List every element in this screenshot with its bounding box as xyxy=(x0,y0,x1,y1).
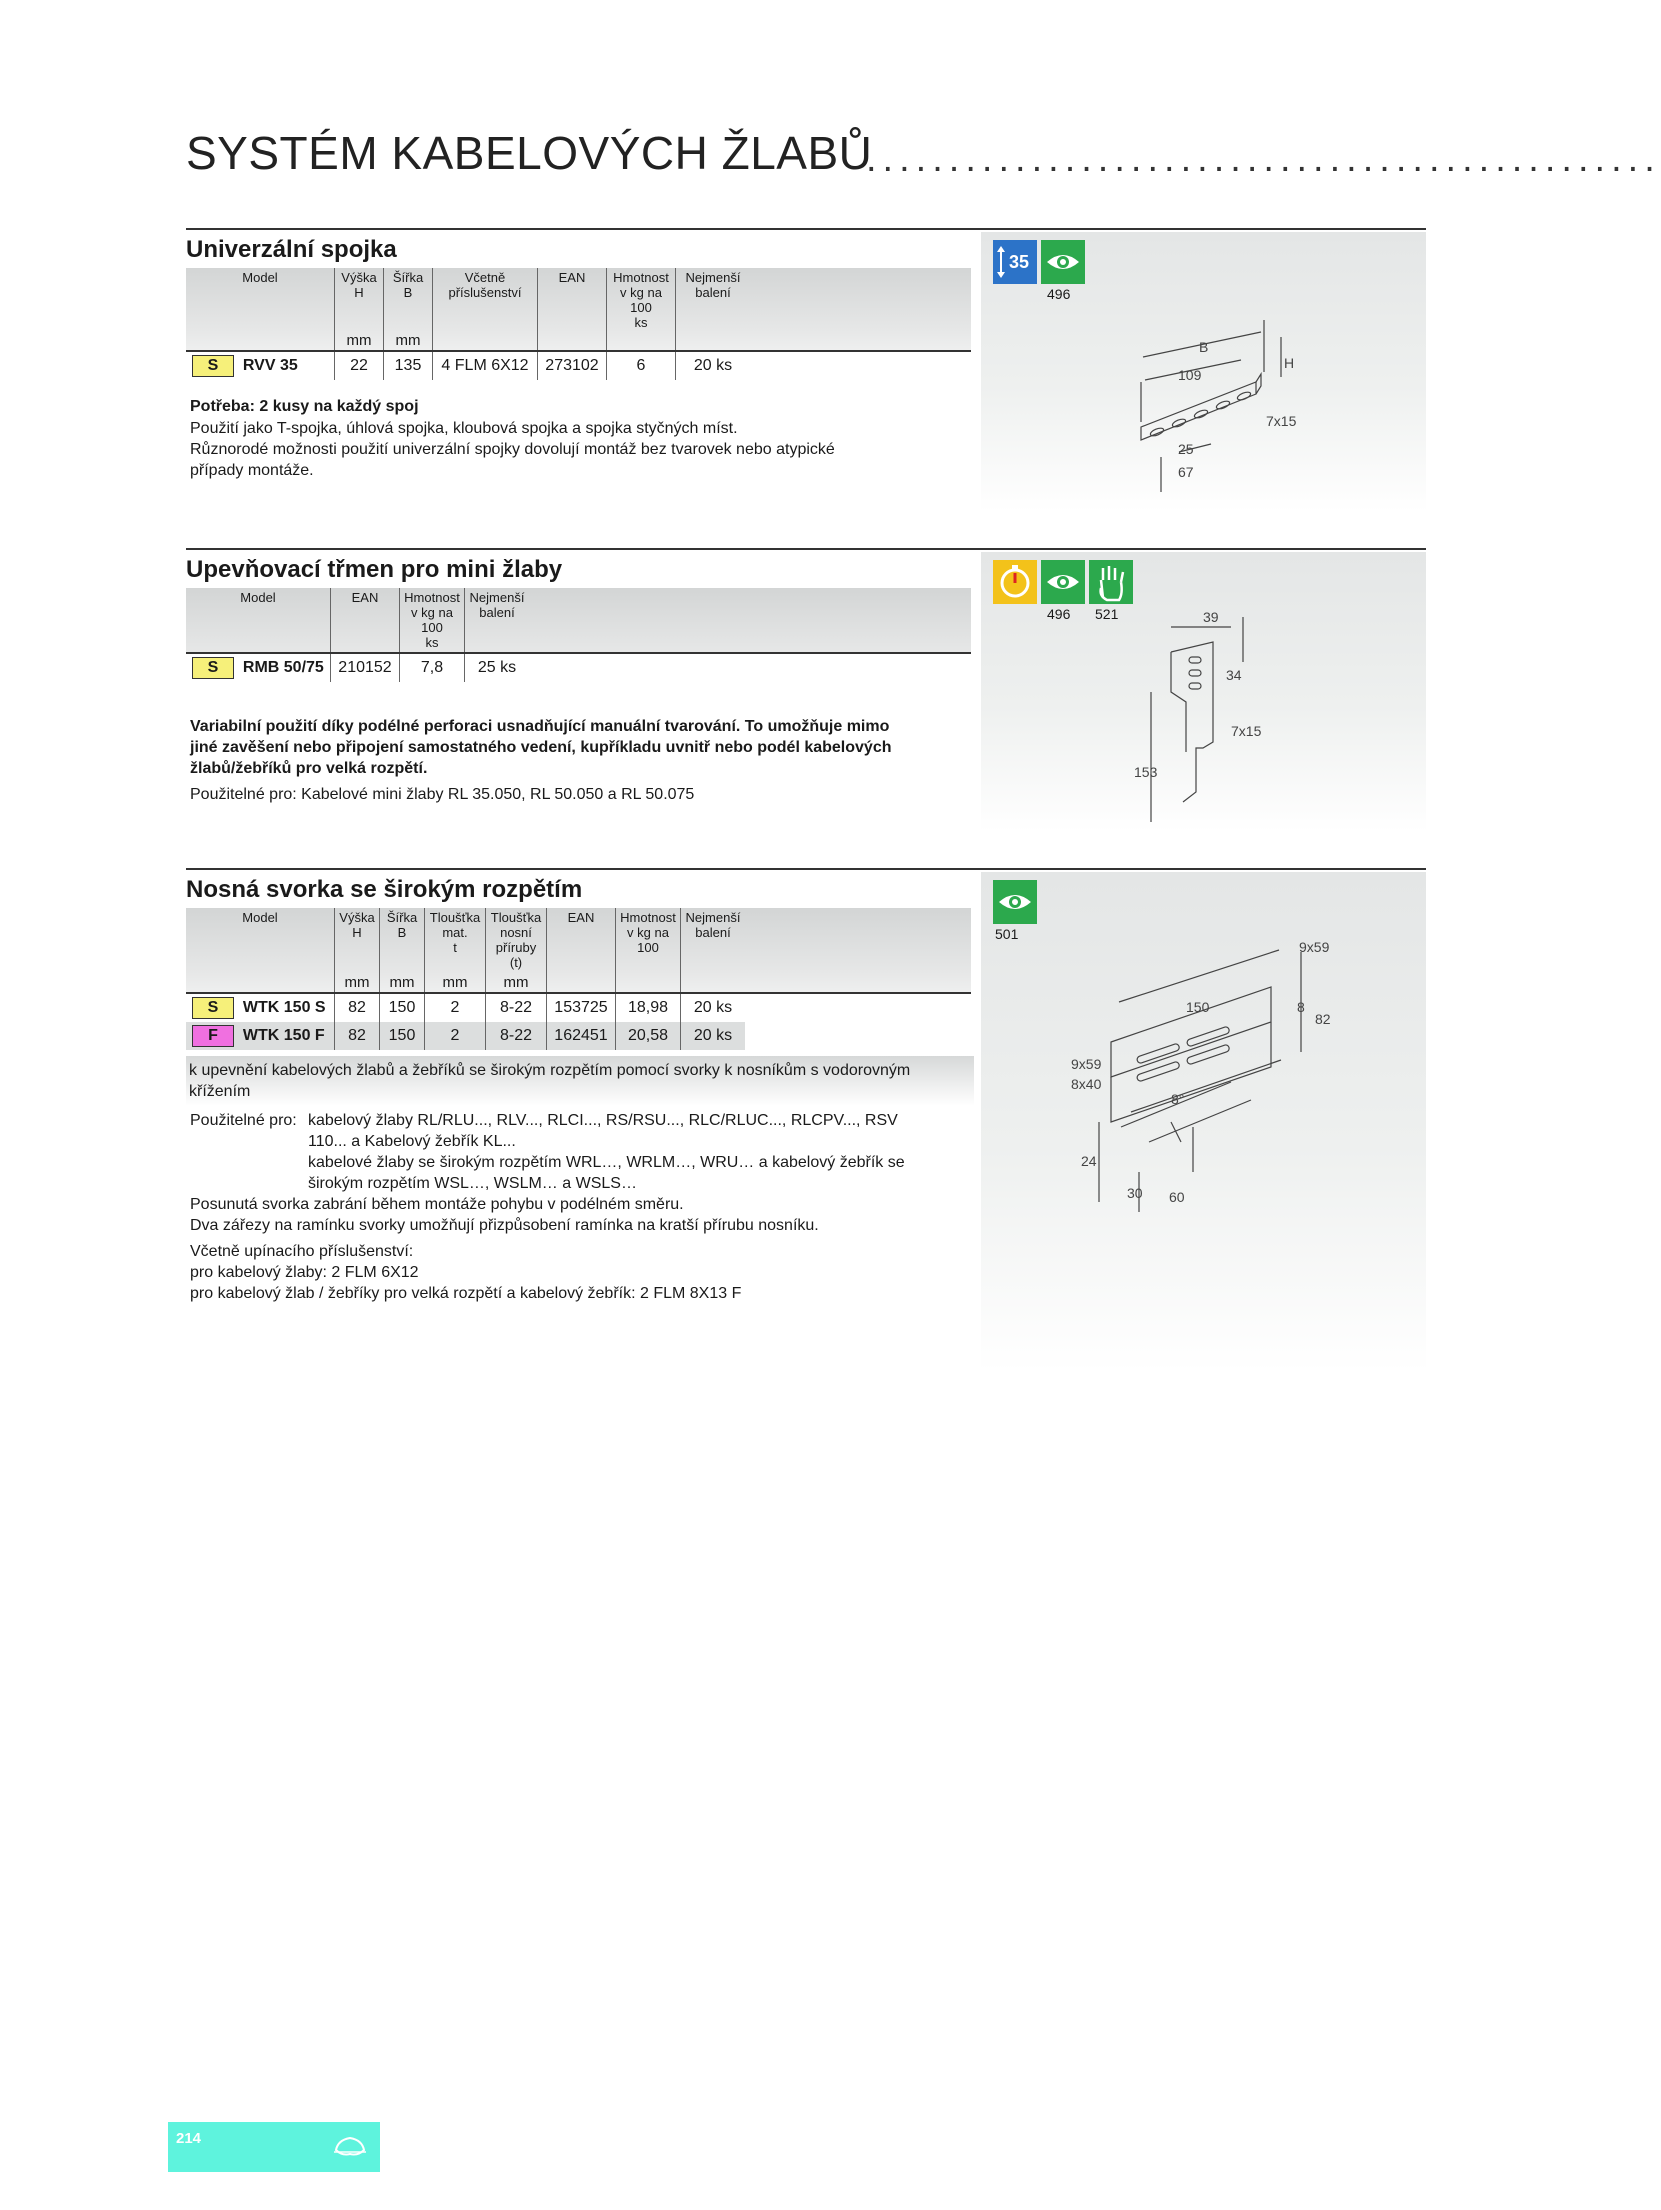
description-line: jiné zavěšení nebo připojení samostatného vedení, kupříkladu uvnitř nebo podél kabelových xyxy=(190,739,892,756)
usable-label: Použitelné pro: xyxy=(190,1112,297,1129)
cell-ean: 273102 xyxy=(538,352,607,380)
coupler-drawing xyxy=(981,232,1426,512)
title-dot-leader: ................................................ xyxy=(866,138,1661,180)
col-weight-3: 100 xyxy=(630,300,652,315)
col-model: Model xyxy=(242,270,278,285)
col-thickness-3: t xyxy=(453,940,457,955)
cell-weight: 20,58 xyxy=(616,1022,681,1050)
col-packing: Nejmenší xyxy=(685,910,741,925)
cell-ean: 162451 xyxy=(547,1022,616,1050)
col-width: Šířka xyxy=(386,910,418,925)
col-width-symbol: B xyxy=(403,285,413,300)
unit-mm: mm xyxy=(486,972,547,993)
dim-30: 30 xyxy=(1127,1185,1143,1201)
col-width: Šířka xyxy=(392,270,424,285)
col-weight-3: 100 xyxy=(637,940,659,955)
col-height-symbol: H xyxy=(352,925,362,940)
usable-for: Použitelné pro: Kabelové mini žlaby RL 35.050, RL 50.050 a RL 50.075 xyxy=(190,786,695,803)
dim-angle: 8° xyxy=(1171,1091,1185,1107)
section-title: Upevňovací třmen pro mini žlaby xyxy=(186,556,563,583)
cell-ean: 153725 xyxy=(547,994,616,1022)
page-number-tab xyxy=(168,2122,380,2172)
usable-line: kabelový žlaby RL/RLU..., RLV..., RLCI..., RS/RSU..., RLC/RLUC..., RLCPV..., RSV xyxy=(308,1112,898,1129)
section-universal-coupler xyxy=(186,228,1426,518)
table-row xyxy=(186,994,971,1022)
col-weight: Hmotnost xyxy=(613,270,669,285)
dim-34: 34 xyxy=(1226,667,1242,683)
note-line: Posunutá svorka zabrání během montáže pohybu v podélném směru. xyxy=(190,1196,684,1213)
cell-packing: 20 ks xyxy=(681,994,746,1022)
unit-mm: mm xyxy=(335,330,384,351)
dim-h: H xyxy=(1284,355,1295,371)
col-model: Model xyxy=(242,910,278,925)
icon-number: 496 xyxy=(1047,606,1071,622)
clamp-drawing xyxy=(981,872,1426,1372)
cell-height: 22 xyxy=(335,352,384,380)
col-flange-4: (t) xyxy=(509,955,523,970)
col-accessories-2: příslušenství xyxy=(448,285,522,300)
col-packing-2: balení xyxy=(479,605,515,620)
col-weight-4: ks xyxy=(425,635,439,650)
col-model: Model xyxy=(240,590,276,605)
unit-mm: mm xyxy=(384,330,433,351)
cell-ean: 210152 xyxy=(331,654,400,682)
col-thickness: Tloušťka xyxy=(429,910,481,925)
dim-109: 109 xyxy=(1178,367,1202,383)
dim-39: 39 xyxy=(1203,609,1219,625)
unit-mm: mm xyxy=(380,972,425,993)
section-mini-tray-bracket xyxy=(186,548,1426,838)
cell-packing: 20 ks xyxy=(676,352,751,380)
section-rule xyxy=(186,548,1426,550)
col-packing-2: balení xyxy=(695,925,731,940)
description-line: Variabilní použití díky podélné perforaci usnadňující manuální tvarování. To umožňuje mimo xyxy=(190,718,890,735)
cell-packing: 20 ks xyxy=(681,1022,746,1050)
dim-slot: 7x15 xyxy=(1266,413,1297,429)
description-line: případy montáže. xyxy=(190,462,314,479)
dim-67: 67 xyxy=(1178,464,1194,480)
col-ean: EAN xyxy=(558,270,586,285)
dim-b: B xyxy=(1199,339,1209,355)
accessories-line: Včetně upínacího příslušenství: xyxy=(190,1243,414,1260)
requirement-note: Potřeba: 2 kusy na každý spoj xyxy=(190,398,419,415)
usable-line: 110... a Kabelový žebřík KL... xyxy=(308,1133,516,1150)
usable-line: širokým rozpětím WSL…, WSLM… a WSLS… xyxy=(308,1175,637,1192)
cell-width: 135 xyxy=(384,352,433,380)
col-height-symbol: H xyxy=(354,285,364,300)
dim-24: 24 xyxy=(1081,1153,1097,1169)
cable-tray-icon xyxy=(330,2132,370,2162)
accessories-line: pro kabelový žlab / žebříky pro velká rozpětí a kabelový žebřík: 2 FLM 8X13 F xyxy=(190,1285,742,1302)
col-packing-2: balení xyxy=(695,285,731,300)
cell-flange: 8-22 xyxy=(486,1022,547,1050)
col-height: Výška xyxy=(341,270,377,285)
dim-82: 82 xyxy=(1315,1011,1331,1027)
model-name: WTK 150 F xyxy=(242,1027,325,1044)
page-title: SYSTÉM KABELOVÝCH ŽLABŮ xyxy=(186,127,873,179)
col-ean: EAN xyxy=(567,910,595,925)
cell-weight: 18,98 xyxy=(616,994,681,1022)
icon-number: 501 xyxy=(995,926,1019,942)
figure-panel xyxy=(981,872,1426,1372)
dim-slot-3: 8x40 xyxy=(1071,1076,1102,1092)
table-row xyxy=(186,654,971,682)
type-badge: F xyxy=(192,1025,234,1047)
description-line: Různorodé možnosti použití univerzální spojky dovolují montáž bez tvarovek nebo atypické xyxy=(190,441,835,458)
dim-8: 8 xyxy=(1297,999,1305,1015)
icon-number: 521 xyxy=(1095,606,1119,622)
col-weight-2: v kg na xyxy=(627,925,669,940)
col-packing: Nejmenší xyxy=(685,270,741,285)
icon-35-label: 35 xyxy=(1009,252,1030,272)
section-rule xyxy=(186,868,1426,870)
type-badge: S xyxy=(192,355,234,377)
col-width-symbol: B xyxy=(397,925,407,940)
page-number: 214 xyxy=(176,2130,202,2147)
usable-line: kabelové žlaby se širokým rozpětím WRL…, WRLM…, WRU… a kabelový žebřík se xyxy=(308,1154,905,1171)
model-name: RVV 35 xyxy=(242,357,298,374)
cell-thickness: 2 xyxy=(425,994,486,1022)
spec-table xyxy=(186,908,971,1050)
dim-153: 153 xyxy=(1134,764,1158,780)
cell-packing: 25 ks xyxy=(465,654,530,682)
dim-25: 25 xyxy=(1178,441,1194,457)
section-wide-span-clamp xyxy=(186,868,1426,1388)
col-flange-3: příruby xyxy=(495,940,537,955)
spec-table xyxy=(186,268,971,380)
section-title: Univerzální spojka xyxy=(186,236,397,263)
col-weight: Hmotnost xyxy=(404,590,460,605)
cell-height: 82 xyxy=(335,1022,380,1050)
type-badge: S xyxy=(192,657,234,679)
col-weight: Hmotnost xyxy=(620,910,676,925)
dim-60: 60 xyxy=(1169,1189,1185,1205)
description-line: Použití jako T-spojka, úhlová spojka, kloubová spojka a spojka styčných míst. xyxy=(190,420,738,437)
dim-slot-2: 9x59 xyxy=(1071,1056,1102,1072)
type-badge: S xyxy=(192,997,234,1019)
bracket-drawing xyxy=(981,552,1426,832)
figure-panel xyxy=(981,552,1426,832)
spec-table xyxy=(186,588,971,682)
table-row xyxy=(186,352,971,380)
cell-width: 150 xyxy=(380,994,425,1022)
table-row xyxy=(186,1022,971,1050)
col-weight-2: v kg na xyxy=(620,285,662,300)
col-flange: Tloušťka xyxy=(490,910,542,925)
unit-mm: mm xyxy=(425,972,486,993)
col-accessories: Včetně xyxy=(464,270,506,285)
figure-panel xyxy=(981,232,1426,512)
cell-height: 82 xyxy=(335,994,380,1022)
col-weight-2: v kg na xyxy=(411,605,453,620)
cell-weight: 7,8 xyxy=(400,654,465,682)
cell-weight: 6 xyxy=(607,352,676,380)
dim-slot-1: 9x59 xyxy=(1299,939,1330,955)
col-weight-3: 100 xyxy=(421,620,443,635)
cell-flange: 8-22 xyxy=(486,994,547,1022)
col-thickness-2: mat. xyxy=(442,925,468,940)
col-packing: Nejmenší xyxy=(469,590,525,605)
icon-number: 496 xyxy=(1047,286,1071,302)
col-ean: EAN xyxy=(351,590,379,605)
model-name: WTK 150 S xyxy=(242,999,326,1016)
section-rule xyxy=(186,228,1426,230)
cell-accessories: 4 FLM 6X12 xyxy=(433,352,538,380)
unit-mm: mm xyxy=(335,972,380,993)
model-name: RMB 50/75 xyxy=(242,659,324,676)
col-weight-4: ks xyxy=(634,315,648,330)
dim-slot: 7x15 xyxy=(1231,723,1262,739)
description-line: žlabů/žebříků pro velká rozpětí. xyxy=(190,760,428,777)
description-box: k upevnění kabelových žlabů a žebříků se širokým rozpětím pomocí svorky k nosníkům s vodorovným křížením xyxy=(186,1056,974,1106)
section-title: Nosná svorka se širokým rozpětím xyxy=(186,876,583,903)
cell-width: 150 xyxy=(380,1022,425,1050)
col-height: Výška xyxy=(339,910,375,925)
note-line: Dva zářezy na ramínku svorky umožňují přizpůsobení ramínka na kratší přírubu nosníku. xyxy=(190,1217,819,1234)
col-flange-2: nosní xyxy=(500,925,532,940)
accessories-line: pro kabelový žlaby: 2 FLM 6X12 xyxy=(190,1264,419,1281)
cell-thickness: 2 xyxy=(425,1022,486,1050)
dim-150: 150 xyxy=(1186,999,1210,1015)
